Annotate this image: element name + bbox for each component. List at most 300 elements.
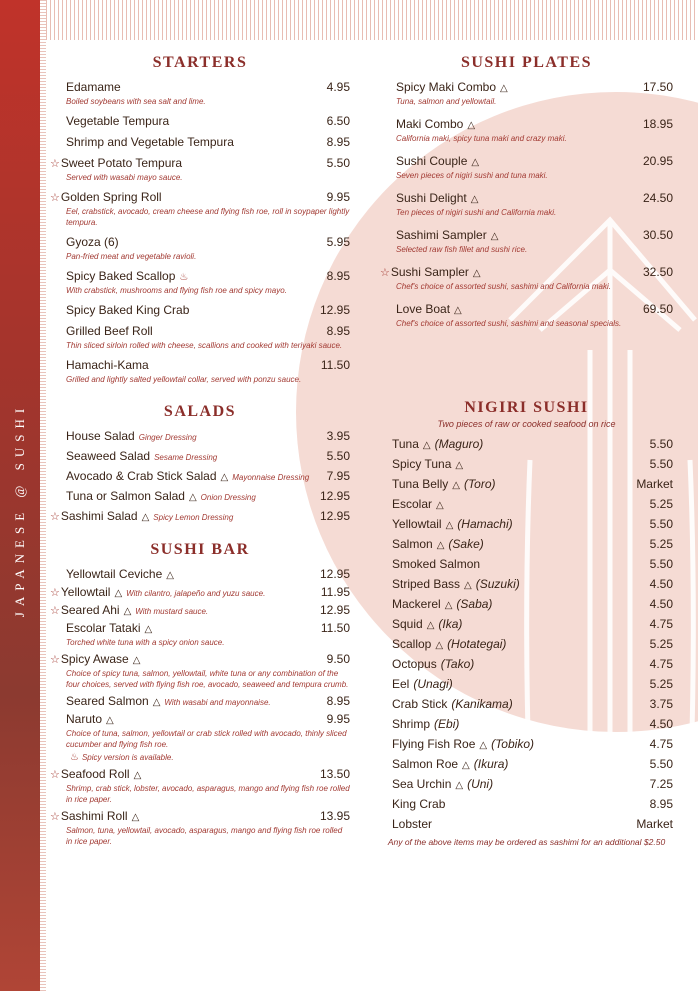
nigiri-item-price: 5.50	[649, 557, 673, 571]
triangle-outline-icon: △	[500, 83, 508, 94]
nigiri-item	[380, 817, 673, 831]
menu-item-row	[50, 469, 350, 483]
nigiri-item-name	[380, 677, 453, 691]
menu-item	[50, 694, 350, 708]
menu-item-label: Grilled Beef Roll	[66, 324, 153, 338]
nigiri-item-row	[380, 477, 673, 491]
sushi-plates-section	[380, 54, 673, 329]
triangle-outline-icon: △	[188, 492, 197, 503]
triangle-outline-icon: △	[445, 520, 454, 531]
menu-item	[50, 567, 350, 581]
menu-item-price: 17.50	[642, 80, 673, 94]
triangle-outline-icon: △	[471, 157, 480, 168]
menu-item-price: 7.95	[326, 469, 350, 483]
menu-item-name	[380, 80, 508, 94]
nigiri-item-name	[380, 777, 493, 791]
nigiri-item	[380, 477, 673, 491]
sidebar-label	[0, 380, 40, 640]
nigiri-item-row	[380, 797, 673, 811]
menu-item-label: Vegetable Tempura	[66, 114, 170, 128]
nigiri-item-name	[380, 697, 513, 711]
menu-item-price: 11.95	[320, 585, 350, 599]
menu-item-price: 12.95	[319, 489, 350, 503]
menu-item-name	[380, 117, 475, 131]
menu-item-price: 5.95	[326, 235, 350, 249]
nigiri-item-price: 7.25	[649, 777, 673, 791]
menu-item-price: 4.95	[326, 80, 350, 94]
menu-item-row	[50, 358, 350, 372]
menu-item	[380, 80, 673, 107]
nigiri-item-label: Shrimp	[392, 717, 431, 731]
nigiri-item-label: Lobster	[392, 817, 433, 831]
menu-item-row	[50, 190, 350, 204]
menu-item-label: Shrimp and Vegetable Tempura	[66, 135, 234, 149]
nigiri-item-name	[380, 477, 496, 491]
menu-item-row	[50, 621, 350, 635]
menu-item	[50, 358, 350, 385]
nigiri-japanese-name: (Hamachi)	[457, 517, 513, 531]
menu-item-label: Hamachi-Kama	[66, 358, 149, 372]
menu-item-description: Served with wasabi mayo sauce.	[66, 173, 183, 182]
menu-item-row	[380, 228, 673, 242]
nigiri-item-row	[380, 557, 673, 571]
nigiri-item-name	[380, 757, 508, 771]
nigiri-item-price: 8.95	[649, 797, 673, 811]
menu-item-price: 6.50	[326, 114, 350, 128]
nigiri-item	[380, 657, 673, 671]
menu-item	[50, 603, 350, 617]
nigiri-item-row	[380, 537, 673, 551]
salad-dressing: Sesame Dressing	[154, 453, 218, 462]
menu-item-row	[50, 135, 350, 149]
nigiri-item-label: Tuna	[392, 437, 419, 451]
menu-item-name	[50, 469, 309, 483]
nigiri-item	[380, 497, 673, 511]
triangle-outline-icon: △	[133, 770, 142, 781]
nigiri-section	[380, 399, 673, 848]
star-outline-icon: ☆	[50, 511, 60, 523]
menu-item-price: 11.50	[320, 358, 350, 372]
triangle-outline-icon: △	[464, 580, 472, 591]
nigiri-item-row	[380, 437, 673, 451]
triangle-outline-icon: △	[435, 640, 444, 651]
nigiri-item-name	[380, 557, 480, 571]
menu-item	[50, 429, 350, 443]
menu-item-inline-desc: With wasabi and mayonnaise.	[164, 698, 271, 707]
triangle-outline-icon: △	[455, 460, 464, 471]
menu-item-row	[50, 809, 350, 823]
menu-item-label: Edamame	[66, 80, 121, 94]
triangle-outline-icon: △	[444, 600, 453, 611]
triangle-outline-icon: △	[479, 740, 488, 751]
menu-item-price: 11.50	[320, 621, 350, 635]
menu-item-price: 8.95	[326, 324, 350, 338]
sashimi-note: Any of the above items may be ordered as sashimi for an additional $2.50	[387, 837, 666, 847]
nigiri-item-price: 5.25	[649, 677, 673, 691]
menu-item-row	[50, 429, 350, 443]
menu-item-label: Love Boat	[396, 302, 451, 316]
nigiri-item-label: Spicy Tuna	[392, 457, 452, 471]
nigiri-item-label: King Crab	[392, 797, 446, 811]
menu-item	[50, 303, 350, 317]
menu-item-description: Eel, crabstick, avocado, cream cheese and flying fish roe, roll in soypaper lightly tempura.	[66, 207, 350, 227]
triangle-outline-icon: △	[455, 780, 464, 791]
nigiri-item-row	[380, 717, 673, 731]
menu-item-name	[380, 154, 479, 168]
menu-item-label: Sweet Potato Tempura	[60, 156, 183, 170]
menu-item-row	[380, 154, 673, 168]
nigiri-item-price: 5.25	[649, 637, 673, 651]
menu-item-price: 30.50	[642, 228, 673, 242]
nigiri-item-label: Striped Bass	[392, 577, 461, 591]
nigiri-item-label: Eel	[392, 677, 410, 691]
salad-dressing: Ginger Dressing	[138, 433, 197, 442]
triangle-outline-icon: △	[141, 512, 150, 523]
sidebar-stripe	[40, 0, 46, 991]
triangle-outline-icon: △	[166, 570, 174, 581]
nigiri-item-name	[380, 797, 445, 811]
nigiri-item-label: Mackerel	[392, 597, 441, 611]
menu-item-name	[50, 135, 234, 149]
menu-item-name	[50, 567, 174, 581]
star-outline-icon: ☆	[50, 769, 60, 781]
nigiri-item	[380, 717, 673, 731]
nigiri-item-row	[380, 677, 673, 691]
triangle-outline-icon: △	[106, 715, 114, 726]
nigiri-japanese-name: (Tobiko)	[491, 737, 534, 751]
menu-item-label: Golden Spring Roll	[60, 190, 162, 204]
menu-item-price: 12.95	[319, 603, 350, 617]
nigiri-item-row	[380, 817, 673, 831]
nigiri-item-name	[380, 597, 492, 611]
menu-item-price: 32.50	[642, 265, 673, 279]
menu-item-name	[380, 228, 498, 242]
sushi-plates-title: SUSHI PLATES	[460, 54, 593, 71]
nigiri-item	[380, 457, 673, 471]
nigiri-item-row	[380, 617, 673, 631]
star-outline-icon: ☆	[50, 605, 60, 617]
triangle-outline-icon: △	[490, 231, 499, 242]
nigiri-item-label: Tuna Belly	[392, 477, 449, 491]
nigiri-japanese-name: (Unagi)	[413, 677, 453, 691]
menu-item-label: House Salad	[66, 429, 135, 443]
menu-item-name	[50, 767, 141, 781]
menu-item-label: Yellowtail Ceviche	[66, 567, 163, 581]
triangle-outline-icon: △	[152, 697, 161, 708]
salads-title: SALADS	[163, 403, 237, 420]
triangle-outline-icon: △	[467, 120, 476, 131]
nigiri-item	[380, 517, 673, 531]
menu-item-description-extra	[66, 752, 350, 763]
star-outline-icon: ☆	[50, 587, 60, 599]
menu-item-description: Salmon, tuna, yellowtail, avocado, asparagus, mango and flying fish roe rolled in rice paper.	[66, 826, 343, 846]
salads-list	[50, 429, 350, 523]
nigiri-item-label: Escolar	[392, 497, 433, 511]
nigiri-japanese-name: (Ikura)	[473, 757, 509, 771]
nigiri-item-label: Salmon Roe	[392, 757, 459, 771]
nigiri-item-label: Yellowtail	[392, 517, 442, 531]
nigiri-japanese-name: (Toro)	[463, 477, 496, 491]
nigiri-japanese-name: (Hotategai)	[447, 637, 507, 651]
menu-item-label: Spicy Maki Combo	[396, 80, 497, 94]
nigiri-item-label: Squid	[392, 617, 423, 631]
menu-item-label: Sushi Couple	[396, 154, 468, 168]
nigiri-item	[380, 597, 673, 611]
menu-item-name	[50, 156, 182, 170]
nigiri-item-row	[380, 697, 673, 711]
menu-item-name	[50, 585, 265, 599]
menu-item-label: Gyoza (6)	[66, 235, 119, 249]
nigiri-subtitle: Two pieces of raw or cooked seafood on rice	[437, 419, 616, 429]
menu-item	[380, 302, 673, 329]
menu-item	[50, 114, 350, 128]
nigiri-item-row	[380, 497, 673, 511]
nigiri-item	[380, 577, 673, 591]
triangle-outline-icon: △	[131, 812, 140, 823]
starters-title: STARTERS	[152, 54, 248, 71]
menu-item-row	[50, 652, 350, 666]
menu-item-row	[50, 567, 350, 581]
menu-item	[50, 489, 350, 503]
nigiri-item-name	[380, 457, 463, 471]
menu-item-price: 5.50	[326, 156, 350, 170]
nigiri-item-label: Flying Fish Roe	[392, 737, 476, 751]
menu-item-inline-desc: With cilantro, jalapeño and yuzu sauce.	[126, 589, 266, 598]
nigiri-item-row	[380, 757, 673, 771]
menu-item-row	[50, 712, 350, 726]
menu-item	[50, 712, 350, 763]
salad-dressing: Onion Dressing	[200, 493, 256, 502]
menu-item	[50, 585, 350, 599]
menu-item-label: Sushi Sampler	[390, 265, 469, 279]
menu-item-name	[50, 324, 153, 338]
nigiri-item-row	[380, 517, 673, 531]
menu-item-price: 13.50	[319, 767, 350, 781]
nigiri-item-price: 5.50	[649, 757, 673, 771]
menu-item-name	[50, 489, 256, 503]
menu-item-row	[50, 449, 350, 463]
sushi-bar-title: SUSHI BAR	[150, 541, 250, 558]
nigiri-item-price: 5.50	[649, 437, 673, 451]
menu-item-row	[50, 509, 350, 523]
starters-list	[50, 80, 350, 385]
menu-item-name	[50, 509, 233, 523]
menu-item-price: 3.95	[326, 429, 350, 443]
menu-item-description: Chef's choice of assorted sushi, sashimi and California maki.	[396, 282, 611, 291]
menu-item	[50, 135, 350, 149]
menu-item-description: California maki, spicy tuna maki and crazy maki.	[396, 134, 567, 143]
menu-item-description: Thin sliced sirloin rolled with cheese, scallions and cooked with teriyaki sauce.	[66, 341, 343, 350]
menu-item	[50, 269, 350, 296]
nigiri-item-price: 4.50	[649, 597, 673, 611]
nigiri-item-label: Salmon	[392, 537, 433, 551]
nigiri-list	[380, 437, 673, 831]
menu-item-name	[50, 809, 139, 823]
nigiri-item-price: 4.50	[649, 717, 673, 731]
nigiri-japanese-name: (Sake)	[448, 537, 484, 551]
nigiri-item-price: 5.25	[649, 537, 673, 551]
nigiri-item-name	[380, 657, 474, 671]
nigiri-item-price: 4.75	[649, 657, 673, 671]
nigiri-item-row	[380, 457, 673, 471]
menu-item-row	[50, 694, 350, 708]
menu-item-description: Seven pieces of nigiri sushi and tuna maki.	[396, 171, 548, 180]
nigiri-item-label: Crab Stick	[392, 697, 448, 711]
menu-item-label: Naruto	[66, 712, 103, 726]
menu-item-row	[50, 303, 350, 317]
nigiri-item	[380, 617, 673, 631]
menu-item-row	[50, 324, 350, 338]
nigiri-item-name	[380, 817, 432, 831]
menu-item-price: 13.95	[319, 809, 350, 823]
menu-item	[50, 469, 350, 483]
nigiri-item-row	[380, 777, 673, 791]
starters-section	[50, 54, 350, 385]
menu-item-row	[380, 117, 673, 131]
nigiri-item	[380, 677, 673, 691]
nigiri-item-price: 4.50	[649, 577, 673, 591]
chili-icon: ♨	[70, 752, 79, 763]
menu-item-price: 24.50	[642, 191, 673, 205]
menu-item-name	[50, 694, 271, 708]
menu-item	[380, 191, 673, 218]
menu-item-name	[50, 303, 189, 317]
menu-item-name	[50, 652, 140, 666]
nigiri-item-name	[380, 637, 506, 651]
menu-item-row	[50, 114, 350, 128]
nigiri-japanese-name: (Suzuki)	[475, 577, 520, 591]
menu-item-name	[380, 191, 478, 205]
menu-item-name	[50, 621, 152, 635]
star-outline-icon: ☆	[50, 192, 60, 204]
nigiri-item-price: 3.75	[649, 697, 673, 711]
nigiri-item	[380, 737, 673, 751]
menu-item-label: Seaweed Salad	[66, 449, 151, 463]
menu-item	[50, 809, 350, 847]
triangle-outline-icon: △	[436, 540, 445, 551]
menu-item	[50, 767, 350, 805]
nigiri-item-name	[380, 617, 462, 631]
menu-item-label: Sashimi Roll	[60, 809, 128, 823]
nigiri-item-label: Smoked Salmon	[392, 557, 481, 571]
menu-item-row	[380, 80, 673, 94]
menu-item	[380, 265, 673, 292]
menu-item-description: Grilled and lightly salted yellowtail collar, served with ponzu sauce.	[66, 375, 302, 384]
menu-item-price: 9.95	[326, 190, 350, 204]
nigiri-japanese-name: (Kanikama)	[451, 697, 513, 711]
menu-item-row	[50, 269, 350, 283]
salad-dressing: Spicy Lemon Dressing	[153, 513, 234, 522]
menu-item-row	[50, 156, 350, 170]
star-outline-icon: ☆	[50, 158, 60, 170]
nigiri-item-name	[380, 517, 513, 531]
nigiri-item	[380, 437, 673, 451]
sidebar-label-text: JAPANESE @ SUSHI	[12, 402, 28, 618]
menu-item-name	[50, 80, 121, 94]
menu-item-label: Seared Salmon	[66, 694, 149, 708]
menu-item-name	[50, 235, 119, 249]
menu-item-description: Selected raw fish fillet and sushi rice.	[396, 245, 528, 254]
nigiri-item	[380, 797, 673, 811]
menu-item	[50, 621, 350, 648]
menu-item-row	[50, 603, 350, 617]
menu-item	[50, 156, 350, 183]
menu-item-description: Choice of tuna, salmon, yellowtail or crab stick rolled with avocado, thinly sliced cucumber and flying fish roe.	[66, 729, 347, 749]
menu-item-label: Seafood Roll	[60, 767, 130, 781]
menu-item-price: 12.95	[319, 303, 350, 317]
triangle-outline-icon: △	[470, 194, 479, 205]
right-column	[380, 48, 673, 848]
menu-item-name	[50, 358, 149, 372]
menu-item-row	[50, 235, 350, 249]
menu-item-description: Shrimp, crab stick, lobster, avocado, asparagus, mango and flying fish roe rolled in rice paper.	[66, 784, 350, 804]
triangle-outline-icon: △	[220, 472, 229, 483]
nigiri-item-label: Scallop	[392, 637, 432, 651]
menu-item-description: Torched white tuna with a spicy onion sauce.	[66, 638, 225, 647]
menu-item-label: Sushi Delight	[396, 191, 467, 205]
nigiri-item	[380, 757, 673, 771]
spicy-note: Spicy version is available.	[81, 753, 174, 762]
menu-item-price: 9.95	[326, 712, 350, 726]
nigiri-item-name	[380, 717, 459, 731]
menu-item	[50, 190, 350, 228]
nigiri-item-label: Sea Urchin	[392, 777, 452, 791]
menu-item-name	[50, 712, 114, 726]
triangle-outline-icon: △	[472, 268, 481, 279]
nigiri-japanese-name: (Saba)	[456, 597, 493, 611]
star-outline-icon: ☆	[380, 267, 390, 279]
menu-item-description: Tuna, salmon and yellowtail.	[396, 97, 497, 106]
nigiri-item-price: 5.50	[649, 457, 673, 471]
menu-item-inline-desc: With mustard sauce.	[135, 607, 209, 616]
nigiri-item-name	[380, 737, 534, 751]
nigiri-item	[380, 697, 673, 711]
menu-item	[380, 154, 673, 181]
triangle-outline-icon: △	[462, 760, 470, 771]
triangle-outline-icon: △	[426, 620, 435, 631]
nigiri-item-name	[380, 577, 520, 591]
menu-item-description: Pan-fried meat and vegetable ravioli.	[66, 252, 197, 261]
menu-item-description: Ten pieces of nigiri sushi and California maki.	[396, 208, 557, 217]
triangle-outline-icon: △	[436, 500, 444, 511]
nigiri-item	[380, 537, 673, 551]
menu-item-label: Sashimi Salad	[60, 509, 138, 523]
menu-item	[50, 324, 350, 351]
menu-item-name	[50, 449, 217, 463]
triangle-outline-icon: △	[132, 655, 141, 666]
nigiri-item-row	[380, 737, 673, 751]
star-outline-icon: ☆	[50, 811, 60, 823]
menu-item-price: 12.95	[319, 567, 350, 581]
salads-section	[50, 403, 350, 523]
nigiri-title: NIGIRI SUSHI	[464, 399, 589, 416]
triangle-outline-icon: △	[114, 588, 123, 599]
menu-item-row	[380, 191, 673, 205]
menu-item-price: 20.95	[642, 154, 673, 168]
menu-item-price: 5.50	[326, 449, 350, 463]
menu-item-label: Spicy Awase	[60, 652, 129, 666]
chili-icon: ♨	[179, 272, 189, 283]
star-outline-icon: ☆	[50, 654, 60, 666]
nigiri-japanese-name: (Uni)	[467, 777, 494, 791]
left-column	[50, 48, 350, 851]
nigiri-item-price: 4.75	[649, 617, 673, 631]
menu-item-name	[380, 302, 462, 316]
triangle-outline-icon: △	[123, 606, 132, 617]
menu-item-price: 12.95	[319, 509, 350, 523]
nigiri-item-price: Market	[636, 817, 673, 831]
menu-item-description: Chef's choice of assorted sushi, sashimi and seasonal specials.	[396, 319, 622, 328]
